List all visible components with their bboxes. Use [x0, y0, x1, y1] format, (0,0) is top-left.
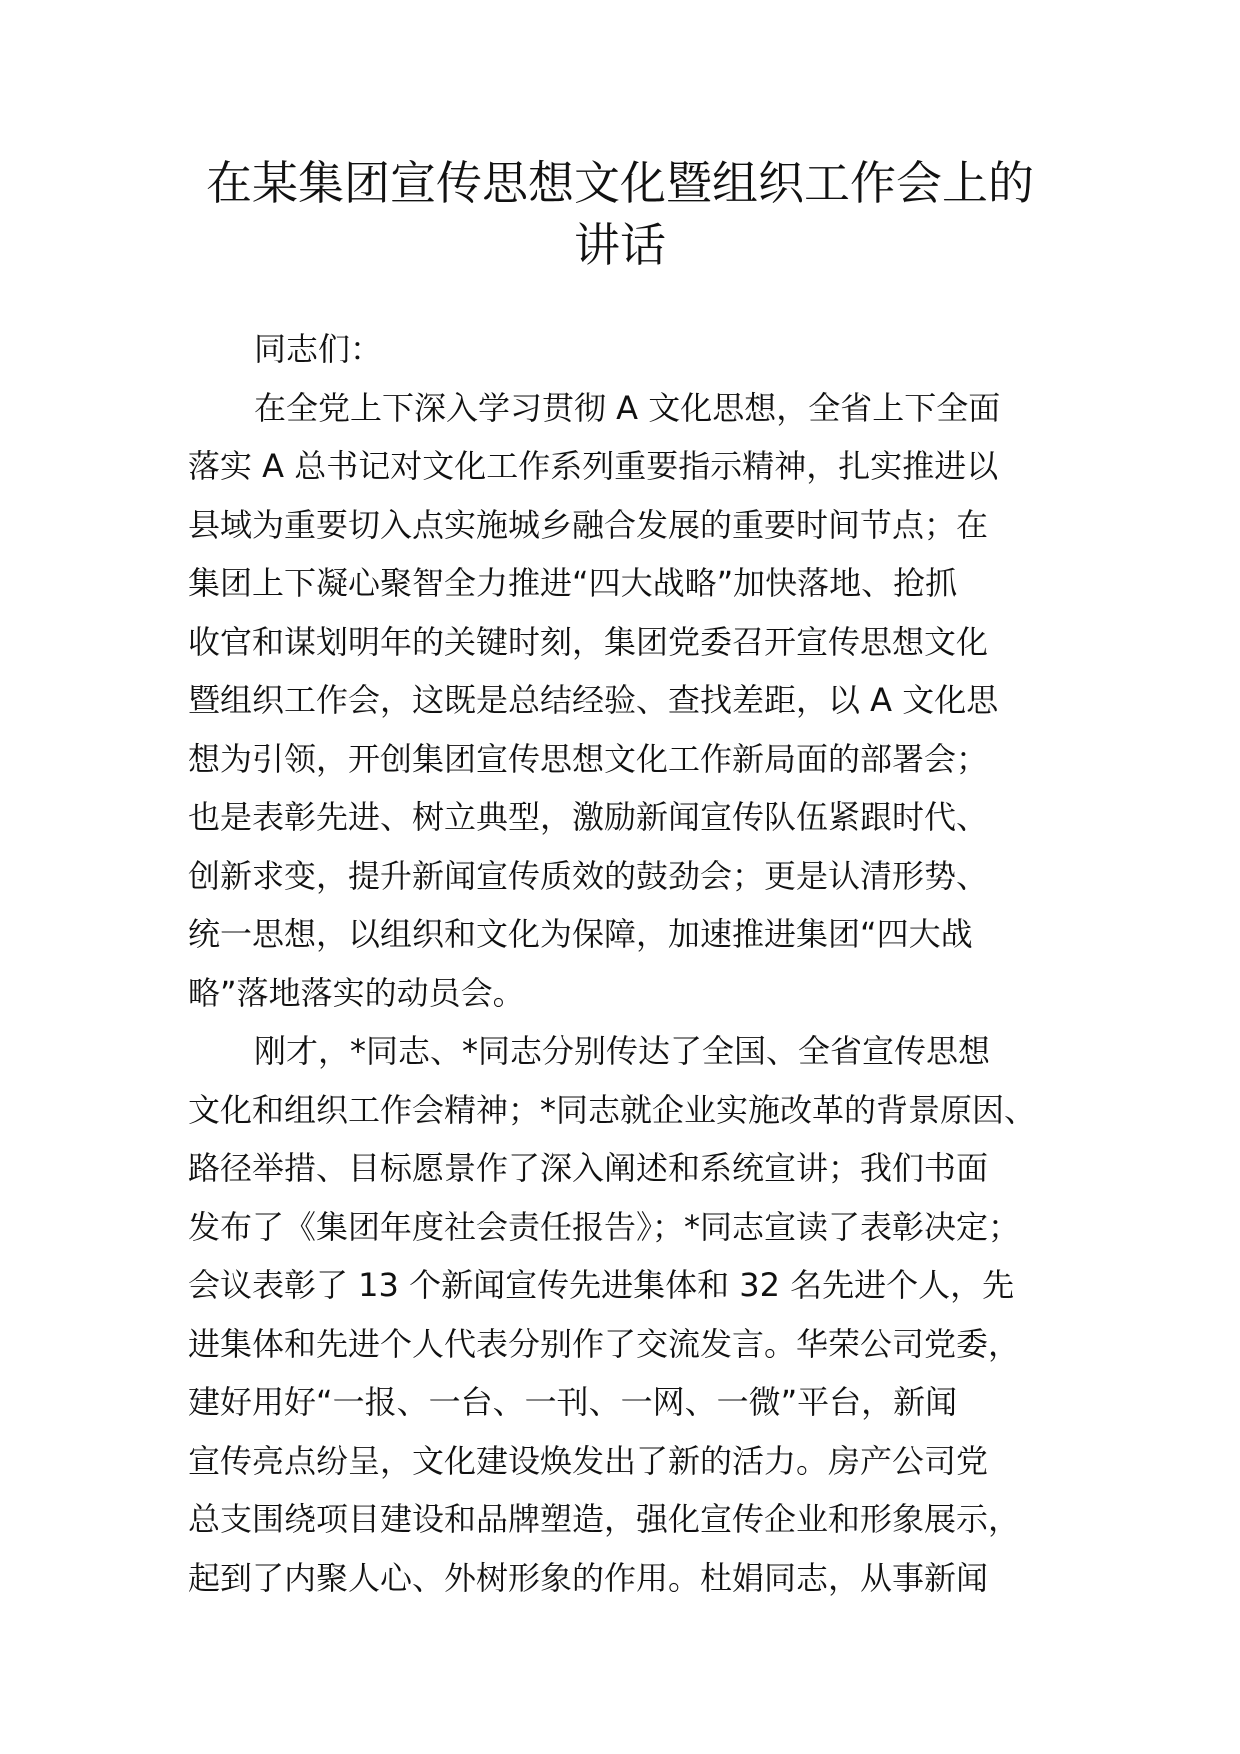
title-line-2: 讲话 [574, 218, 666, 272]
text-line: 进集体和先进个人代表分别作了交流发言。华荣公司党委， [188, 1324, 1021, 1363]
text-line: 略”落地落实的动员会。 [188, 973, 525, 1012]
title-line-1: 在某集团宣传思想文化暨组织工作会上的 [206, 156, 1034, 210]
text-line: 落实 A 总书记对文化工作系列重要指示精神，扎实推进以 [188, 447, 999, 485]
document-body [188, 320, 1088, 1607]
paragraph-salutation [188, 320, 1088, 379]
text-line: 起到了内聚人心、外树形象的作用。杜娟同志，从事新闻 [188, 1558, 989, 1597]
text-line: 会议表彰了 13 个新闻宣传先进集体和 32 名先进个人，先 [188, 1266, 1015, 1304]
paragraph-review [188, 1022, 1088, 1607]
text-line: 统一思想，以组织和文化为保障，加速推进集团“四大战 [188, 915, 973, 953]
text-line: 宣传亮点纷呈，文化建设焕发出了新的活力。房产公司党 [188, 1441, 989, 1480]
text-line: 在全党上下深入学习贯彻 A 文化思想，全省上下全面 [254, 388, 1001, 427]
text-line: 创新求变，提升新闻宣传质效的鼓劲会；更是认清形势、 [188, 856, 989, 895]
text-line: 刚才，*同志、*同志分别传达了全国、全省宣传思想 [254, 1032, 991, 1070]
document-title [170, 152, 1070, 276]
paragraph-context [188, 379, 1088, 1023]
text-line: 发布了《集团年度社会责任报告》；*同志宣读了表彰决定； [188, 1207, 1021, 1246]
text-line: 文化和组织工作会精神；*同志就企业实施改革的背景原因、 [188, 1090, 1037, 1129]
text-line: 县域为重要切入点实施城乡融合发展的重要时间节点；在 [188, 505, 989, 544]
text-line: 总支围绕项目建设和品牌塑造，强化宣传企业和形象展示， [188, 1500, 1021, 1538]
text-line: 也是表彰先进、树立典型，激励新闻宣传队伍紧跟时代、 [188, 798, 989, 836]
text-line: 想为引领，开创集团宣传思想文化工作新局面的部署会； [188, 739, 989, 778]
text-line: 路径举措、目标愿景作了深入阐述和系统宣讲；我们书面 [188, 1149, 989, 1187]
text-line: 建好用好“一报、一台、一刊、一网、一微”平台，新闻 [188, 1383, 958, 1421]
salutation-line: 同志们： [254, 330, 383, 368]
text-line: 集团上下凝心聚智全力推进“四大战略”加快落地、抢抓 [188, 564, 958, 602]
text-line: 收官和谋划明年的关键时刻，集团党委召开宣传思想文化 [188, 622, 989, 661]
text-line: 暨组织工作会，这既是总结经验、查找差距，以 A 文化思 [188, 681, 999, 719]
